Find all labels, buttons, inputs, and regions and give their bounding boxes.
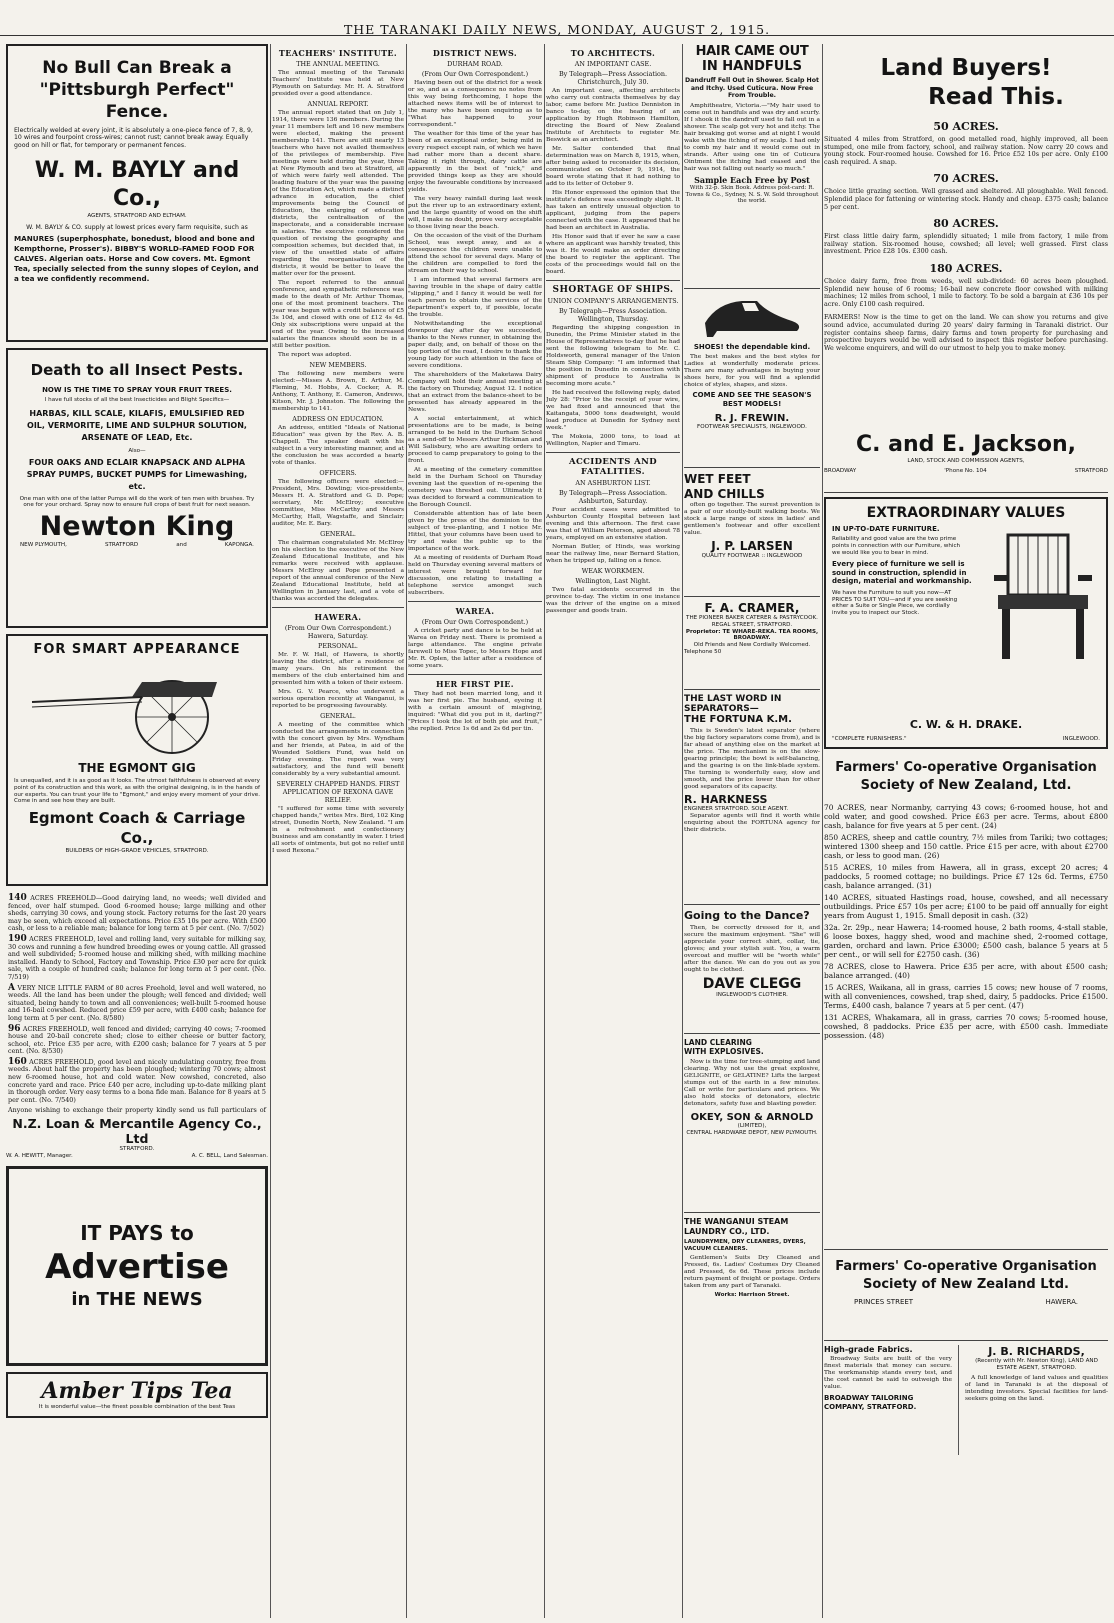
article-paragraph: An address, entitled "Ideals of National Education" was given by the Rev. A. B. Chappell. The speaker dealt with his subject in a very interesting manner, and at the conclusion he was accorded a hearty vote of thanks.: [272, 425, 404, 466]
brand-name: Newton King: [39, 511, 235, 543]
article-paragraph: A cricket party and dance is to be held at Warea on Friday next. There is promised a large attendance. The engine private farewell to Miss Topec, to Messrs Hope and Mr. R. Oplen, the latter after a residence of some years.: [408, 628, 542, 669]
article-headline: HER FIRST PIE.: [436, 679, 514, 689]
divider: [684, 596, 820, 597]
listing: [824, 217, 1108, 256]
firm-name: C. and E. Jackson,: [855, 432, 1077, 457]
listing: [824, 120, 1108, 166]
listing: 515 ACRES, 10 miles from Hawera, all in grass, except 20 acres; 4 paddocks, 5 roomed cottage; no buildings. Price £7 12s 6d. Terms, £750 cash, balance arranged. (31): [824, 863, 1108, 890]
ad-title: AND CHILLS: [684, 487, 765, 501]
ad-body: We have the Furniture to suit you now—AT PRICES TO SUIT YOU—and if you are seeking either a Suite or Single Piece, we cordially invite you to inspect our Stock.: [832, 589, 958, 617]
ad-body: A full knowledge of land values and qualities of land in Taranaki is at the disposal of intending investors. Special facilities for land-seekers going on the land.: [965, 1374, 1108, 1402]
column-6: [824, 44, 1108, 1618]
listing: 78 ACRES, close to Hawera. Price £35 per acre, with about £500 cash; balance arranged. (40): [824, 962, 1108, 980]
street: PRINCES STREET: [854, 1298, 914, 1306]
article-paragraph: Regarding the shipping congestion in Dunedin, the Prime Minister stated in the House of Representatives to-day that he had sent the following telegram to Mr. C. Holdsworth, general manager of the Union Steam Ship Company: "I am informed that the position in Dunedin in connection with shipment of produce to Australia is becoming more acute.": [546, 325, 680, 387]
column-4: [546, 44, 680, 1618]
listing: A VERY NICE LITTLE FARM of 80 acres Freehold, level and well watered, no weeds. All the land has been under the plough; well fenced and divided; well situated, being handy to town and all conveniences; well-built 5-roomed house and 16-bail cowshed. Reduced price £59 per acre, with £400 cash; balance for long term at 5 per cent. (No. 8/580): [8, 982, 266, 1022]
article-paragraph: Mrs. G. V. Pearce, who underwent a serious operation recently at Wanganui, is reported to be progressing favourably.: [272, 689, 404, 709]
subhead: THE ANNUAL MEETING.: [296, 60, 380, 68]
subhead: NEW MEMBERS.: [309, 361, 367, 369]
firm-name: BROADWAY TAILORING COMPANY, STRATFORD.: [824, 1394, 917, 1411]
staff: [6, 1153, 268, 1160]
clegg-ad: [684, 909, 820, 1029]
town: INGLEWOOD.: [1062, 736, 1100, 743]
subhead: By Telegraph—Press Association. Wellington, Thursday.: [558, 307, 668, 323]
fortuna-ad: [684, 694, 820, 900]
column-rule: [544, 44, 545, 1618]
ad-subtitle: Dandruff Fell Out in Shower. Scalp Hot and Itchy. Used Cuticura. Now Free From Trouble.: [685, 77, 819, 100]
article-headline: SHORTAGE OF SHIPS.: [552, 285, 674, 295]
advertise-line: Advertise: [45, 1247, 229, 1288]
salesman: A. C. BELL, Land Salesman.: [191, 1152, 268, 1159]
article-paragraph: Having been out of the district for a week or so, and as a consequence no notes from this way being forthcoming, I hope the attached news items will be of interest to the many who have been enquiring as to "What has happened to your correspondent.": [408, 80, 542, 128]
ad-title: WITH EXPLOSIVES.: [684, 1047, 764, 1056]
ad-body: Now is the time for tree-stumping and land clearing. Why not use the great explosive, GELIGNITE, or GELATINE? Lifts the largest stumps out of the earth in a few minutes. Call or write for particulars and prices. We also hold stocks of detonators, electric detonators, safety fuse and blasting powder.: [684, 1059, 820, 1107]
firm-address: [824, 1294, 1108, 1310]
pests-stock: I have full stocks of all the best Insecticides and Blight Specifics—: [44, 397, 230, 403]
gig-body: Is unequalled, and it is as good as it looks. The utmost faithfulness is observed at every point of its construction and this work, as with the original designing, is in the hands of our experts. You can trust your life to "Egmont," and enjoy every moment of your drive. Come in and see how they are built.: [14, 778, 260, 805]
firm-line: CENTRAL HARDWARE DEPOT, NEW PLYMOUTH.: [686, 1129, 818, 1136]
masthead: THE TARANAKI DAILY NEWS, MONDAY, AUGUST 2, 1915.: [0, 6, 1114, 36]
firm-line: Proprietor: TE WHARE-REKA. TEA ROOMS, BROADWAY.: [685, 628, 819, 642]
advertise-ad: [6, 1166, 268, 1366]
listing: 131 ACRES, Whakamara, all in grass, carries 70 cows; 5-roomed house, cowshed, 8 paddocks. Price £35 per acre, with £500 cash. Immediate possession. (48): [824, 1013, 1108, 1040]
firm-line: (LIMITED),: [737, 1123, 767, 1129]
article-paragraph: An important case, affecting architects who carry out contracts themselves by day labor, came before Mr. Justice Denniston in banco to-day, on the hearing of an application by Hugh Robinson Hamilton, directing the Board of New Zealand Institute of Architects to register Mr. Beswick as an architect.: [546, 88, 680, 143]
article-paragraph: The weather for this time of the year has been of an exceptional order, being mild in every respect except rain, of which we have had rather more than a decent share. Taking it right through, dairy cattle are apparently in the best of "nick," and provided things keep as they are should enjoy the favourable conditions by increased yields.: [408, 131, 542, 193]
cramer-ad: [684, 601, 820, 685]
firm-name: Egmont Coach & Carriage Co.,: [28, 809, 246, 848]
gig-illustration: [22, 657, 252, 757]
firm-place: STRATFORD.: [119, 1146, 155, 1152]
richards-ad: [965, 1345, 1108, 1455]
listing-heading: 70 ACRES.: [933, 172, 999, 186]
ad-body: Broadway Suits are built of the very finest materials that money can secure. The workmanship stands every test, and the cost cannot be said to outweigh the value.: [824, 1356, 952, 1390]
listing-body: Choice little grazing section. Well grassed and sheltered. All ploughable. Well fenced. Splendid place for fattening or wintering stock. Handy and cheap. £375 cash; balance 5 per cent.: [824, 187, 1108, 211]
exchange-note: Anyone wishing to exchange their property kindly send us full particulars of: [8, 1106, 266, 1114]
firm-line: REGAL STREET, STRATFORD.: [711, 621, 793, 628]
ad-intro: Electrically welded at every joint, it is absolutely a one-piece fence of 7, 8, 9, 10 wires and fourpoint cross-wires; cannot rust; cannot break away. Equally good on hill or flat, for temporary or permanent fences.: [14, 127, 253, 149]
supply-line: W. M. BAYLY & CO. supply at lowest prices every farm requisite, such as: [26, 224, 248, 232]
article-paragraph: A meeting of the committee which conducted the arrangements in connection with the concert given by Mrs. Wyndham and her friends, at Patea, in aid of the Wounded Soldiers Fund, was held on Friday evening. The report was very satisfactory, and the fund will benefit considerably by a very substantial amount.: [272, 722, 404, 777]
article-paragraph: At a meeting of the cemetery committee held in the Durham School on Thursday evening last the question of re-opening the cemetery was threshed out. Ultimately it was decided to forward a communication to the Borough Council.: [408, 467, 542, 508]
jackson-footer: [824, 432, 1108, 488]
ad-subtitle: IN UP-TO-DATE FURNITURE.: [832, 525, 940, 533]
column-rule: [958, 1345, 959, 1455]
manager: W. A. HEWITT, Manager.: [6, 1152, 73, 1159]
article-paragraph: I am informed that several farmers are having trouble in the shape of dairy cattle "slipping," and I fancy it would be well for each person to obtain the services of the department's expert to, if possible, locate the trouble.: [408, 277, 542, 318]
article-paragraph: The annual meeting of the Taranaki Teachers' Institute was held at New Plymouth on Saturday. Mr. H. A. Stratford presided over a good attendance.: [272, 70, 404, 97]
firm-agents: AGENTS, STRATFORD AND ELTHAM.: [87, 213, 187, 220]
subhead: (From Our Own Correspondent.): [421, 618, 529, 626]
branch: NEW PLYMOUTH,: [20, 542, 67, 549]
larsen-ad: [684, 472, 820, 592]
egmont-gig-ad: [6, 634, 268, 886]
pests-also: Also—: [128, 447, 146, 454]
firm-name: C. W. & H. DRAKE.: [909, 718, 1023, 731]
ad-body: often go together. The surest prevention is a pair of our stoutly-built walking boots. We stock a large range of sizes in ladies' and gentlemen's footwear and offer excellent value.: [684, 502, 820, 536]
gig-name: THE EGMONT GIG: [78, 761, 196, 775]
listing: 160 ACRES FREEHOLD, good level and nicely undulating country, free from weeds. About half the property has been ploughed; wintering 70 cows; almost new 6-roomed house, hot and cold water. New cowshed, concreted, also concrete yard and race. Price £40 per acre, including up-to-date milking plant in thorough order. Very easy terms to a bona fide man. Balance for 8 years at 5 per cent. (No. 7/540): [8, 1056, 266, 1104]
article-paragraph: Two fatal accidents occurred in the province to-day. The victim in one instance was the driver of the engine on a mixed passenger and goods train.: [546, 587, 680, 614]
subhead: AN ASHBURTON LIST.: [575, 479, 651, 487]
subhead: SEVERELY CHAPPED HANDS. FIRST APPLICATION OF REXONA GAVE RELIEF.: [276, 780, 400, 804]
ad-body: This is Sweden's latest separator (where the big factory separators come from), and is far ahead of anything else on the market at the price. The mechanism is on the slow-gearing principle; the bowl is self-balancing, and the gearing is on the link-blade system. The turning is wonderfully easy, slow and smooth, and the price lower than for other good separators of its capacity.: [684, 728, 820, 790]
armchair-illustration: [988, 525, 1098, 665]
article-paragraph: Notwithstanding the exceptional downpour day after day we succeeded, thanks to the News runner, in obtaining the paper daily, and, on behalf of those on the top portion of the road, I desire to thank the young lady for such attention in the face of severe conditions.: [408, 321, 542, 369]
subhead: DURHAM ROAD.: [447, 60, 503, 68]
sample-offer: Sample Each Free by Post: [694, 174, 810, 185]
listing: 15 ACRES, Waikana, all in grass, carries 15 cows; new house of 7 rooms, with all conveniences, cowshed, trap shed, dairy, 5 paddocks. Price £1500. Terms, £400 cash, balance 7 years at 5 per cent. (47): [824, 983, 1108, 1010]
subhead: Wellington, Last Night.: [575, 577, 651, 585]
ad-subtitle: LAUNDRYMEN, DRY CLEANERS, DYERS, VACUUM CLEANERS.: [684, 1239, 806, 1252]
farmers-coop-ad: [824, 755, 1108, 1245]
subhead: PERSONAL.: [318, 642, 358, 650]
pests-now: NOW IS THE TIME TO SPRAY YOUR FRUIT TREES.: [42, 386, 232, 394]
column-rule: [682, 44, 683, 1618]
firm-name: OKEY, SON & ARNOLD: [690, 1112, 814, 1123]
ad-title: SEPARATORS—: [684, 704, 759, 714]
column-5: [684, 44, 820, 1618]
divider: [408, 601, 542, 602]
article-paragraph: The following new members were elected:—Misses A. Brown, E. Arthur, M. Fleming, M. Hobbs, A. Cocker, A. R. Anthony, T. Anthony, E. Cameron, Andrews, Kitson, Mr. J. Johnston. The following the membership to 141.: [272, 371, 404, 412]
listing: 32a. 2r. 29p., near Hawera; 14-roomed house, 2 bath rooms, 4-stall stable, 6 loose boxes, haggy shed, wood and machine shed, 2-roomed cottage, garden, orchard and lawn. Price £3000; £500 cash, balance 5 years at 5 per cent., or will sell for £2750 cash. (36): [824, 923, 1108, 959]
column-3: [408, 44, 542, 1618]
subhead: OFFICERS.: [319, 469, 357, 477]
ad-title: "Pittsburgh Perfect" Fence.: [39, 80, 235, 122]
article-headline: DISTRICT NEWS.: [432, 48, 518, 58]
laundry-ad: [684, 1217, 820, 1357]
ad-title: Society of New Zealand, Ltd.: [860, 778, 1072, 793]
phone: 'Phone No. 104: [944, 467, 987, 474]
firm-line: QUALITY FOOTWEAR :: INGLEWOOD: [701, 553, 803, 559]
divider: [546, 280, 680, 281]
article-paragraph: His Honor said that if ever he saw a case where an applicant was harshly treated, this was it. He would make an order directing the board to register the applicant. The costs of the proceedings would fall on the board.: [546, 234, 680, 275]
article-headline: TEACHERS' INSTITUTE.: [278, 48, 398, 58]
firm-name: J. B. RICHARDS,: [988, 1345, 1085, 1358]
firm-line: ENGINEER STRATFORD. SOLE AGENT.: [684, 806, 789, 812]
shoe-body: The best makes and the best styles for Ladies at wonderfully moderate prices. There are many advantages in buying your shoes here, for you will find a splendid choice of styles, shapes, and sizes.: [684, 354, 820, 388]
subhead: ANNUAL REPORT.: [307, 100, 369, 108]
sample-address: With 32-p. Skin Book. Address post-card: R. Towns & Co., Sydney, N. S. W. Sold throughout the world.: [685, 184, 819, 205]
testimonial: Amphitheatre, Victoria.—"My hair used to come out in handfuls and was dry and scurfy. If I shook it the dandruff used to fall out in a shower. The scalp got very hot and itchy. The hair breaking got worse and at night I would wake with the itching of my scalp. I had only to comb my hair and it would come out in strands. After using one tin of Cuticura Ointment the itching had ceased and the hair was not falling out nearly so much.": [684, 102, 820, 172]
ad-title: WET FEET: [684, 472, 751, 486]
firm-line: Old Friends and New Cordially Welcomed.: [693, 642, 811, 649]
ad-title: Land Buyers!: [880, 55, 1052, 81]
ad-body: Reliability and good value are the two prime points in connection with our Furniture, which we would like you to bear in mind.: [832, 536, 961, 556]
subhead: AN IMPORTANT CASE.: [574, 60, 652, 68]
article-paragraph: The report was adopted.: [278, 352, 352, 358]
firm-line: THE PIONEER BAKER CATERER & PASTRYCOOK.: [686, 615, 818, 621]
listing-body: Situated 4 miles from Stratford, on good metalled road, highly improved, all been stumped, one mile from factory, school, and railway station. Now carry 20 cows and young stock. Four-roomed house. Cowshed for 16. Price £52 10s per acre. Only £100 cash required. A snap.: [824, 135, 1108, 166]
article-headline: ACCIDENTS AND FATALITIES.: [568, 457, 658, 477]
street: BROADWAY: [824, 467, 857, 474]
column-2: [272, 44, 404, 1618]
article-paragraph: He had received the following reply, dated July 28: "Prior to the receipt of your wire, we had fixed and announced that the Kaitangata, 5000 tons deadweight, would load produce at Dunedin for Sydney next week.": [546, 390, 680, 431]
ad-tag: It is wonderful value—the finest possible combination of the best Teas: [38, 1403, 236, 1410]
subhead: (From Our Own Correspondent.) Hawera, Saturday.: [284, 624, 392, 640]
listing: 140 ACRES FREEHOLD—Good dairying land, no weeds; well divided and fenced, over half stumped. Good 6-roomed house; large milking and other sheds, carrying 30 cows, and young stock. Factory returns for the last 20 years may be seen, which exceed all expectations. Price £35 10s per acre. With £500 cash, or less to a reliable man; balance for long term at 5 per cent. (No. 7/502): [8, 893, 266, 933]
divider: [824, 1249, 1108, 1250]
ad-title: HAIR CAME OUT: [695, 44, 809, 59]
firm-contact: [824, 468, 1108, 475]
listing-body: First class little dairy farm, splendidly situated; 1 mile from factory, 1 mile from railway station. Six-roomed house, cowshed; all level; well grassed. First class investment. Price £28 10s. £300 cash.: [824, 232, 1108, 256]
ad-title: Farmers' Co-operative Organisation: [835, 1259, 1097, 1274]
ad-body: Gentlemen's Suits Dry Cleaned and Pressed, 6s. Ladies' Costumes Dry Cleaned and Pressed, 6s 6d. These prices include return payment of freight or postage. Orders taken from any part of Taranaki.: [684, 1254, 820, 1289]
manures-list: MANURES (superphosphate, bonedust, blood and bone and Kempthorne, Prosser's). BIBBY'S WORLD-FAMED FOOD FOR CALVES. Algerian oats. Horse and Cow covers. Mt. Egmont Tea, specially selected from the sunny slopes of Ceylon, and a tea we confidently recommend.: [14, 234, 259, 284]
article-paragraph: On the occasion of the visit of the Durham School, was swept away, and as a consequence the children were unable to attend the school for several days. Many of the children are compelled to ford the stream on their way to school.: [408, 233, 542, 274]
pests-pumps: FOUR OAKS AND ECLAIR KNAPSACK AND ALPHA SPRAY PUMPS, BUCKET PUMPS for Limewashing, etc.: [26, 457, 248, 491]
shoe-illustration: [697, 293, 807, 339]
ad-title: Society of New Zealand Ltd.: [863, 1277, 1069, 1292]
advertise-line: IT PAYS to: [80, 1221, 194, 1246]
listing: 140 ACRES, situated Hastings road, house, cowshed, and all necessary outbuildings. Price £57 10s per acre; £100 to be paid off annually for eight years from August 1, 1915. Small deposit in cash. (32): [824, 893, 1108, 920]
ad-title: LAND CLEARING: [684, 1038, 752, 1047]
listing: [824, 262, 1108, 308]
listing-heading: 180 ACRES.: [929, 261, 1003, 275]
divider: [684, 1033, 820, 1034]
ad-title: High-grade Fabrics.: [824, 1345, 913, 1354]
branch: and: [176, 542, 187, 549]
agent-note: Separator agents will find it worth while enquiring about the FORTUNA agency for their districts.: [684, 812, 820, 833]
listing-heading: 50 ACRES.: [933, 120, 999, 133]
listing: [824, 172, 1108, 211]
divider: [684, 1212, 820, 1213]
town: HAWERA.: [1045, 1298, 1078, 1306]
listing: 96 ACRES FREEHOLD, well fenced and divided; carrying 40 cows; 7-roomed house and 20-bail concrete shed; close to either cheese or butter factory, school, etc. Price £35 per acre, with £200 cash; balance for 7 years at 5 per cent. (No. 8/530): [8, 1023, 266, 1056]
divider: [824, 1340, 1108, 1341]
column-1: [6, 44, 268, 1618]
firm-line: INGLEWOOD'S CLOTHIER.: [716, 992, 788, 998]
firm-line: Telephone 50: [684, 648, 722, 655]
listing: 850 ACRES, sheep and cattle country, 7½ miles from Tariki; two cottages; wintered 1300 sheep and 150 cattle. Price £15 per acre, with about £2700 cash, or less to good man. (26): [824, 833, 1108, 860]
subhead: GENERAL.: [320, 530, 356, 538]
column-rule: [822, 44, 823, 1618]
article-headline: HAWERA.: [314, 612, 362, 622]
article-paragraph: The chairman congratulated Mr. McElroy on his election to the executive of the New Zealand Educational Institute, and his remarks were received with applause. Messrs McElroy and Pope presented a report of the annual conference of the New Zealand Educational Institute, held at Wellington in January last, and a vote of thanks was accorded the delegates.: [272, 540, 404, 602]
article-paragraph: The very heavy rainfall during last week put the river up to an extraordinary extent, and the large quantity of wood on the shift will, I make no doubt, prove very acceptable to those living near the beach.: [408, 196, 542, 230]
town: STRATFORD: [1074, 467, 1108, 474]
column-rule: [270, 44, 271, 1618]
article-paragraph: At a meeting of residents of Durham Road held on Thursday evening several matters of interest were brought forward for discussion, one relating to installing a telephone service amongst such subscribers.: [408, 555, 542, 596]
ad-title: Death to all Insect Pests.: [30, 361, 244, 379]
firm-name: W. M. BAYLY and Co.,: [34, 158, 240, 212]
ad-body: Then, be correctly dressed for it, and secure the maximum enjoyment. "She" will appreciate your correct shirt, collar, tie, gloves; and your stylish suit. You, a warm overcoat and muffler will be "worth while" after the dance. We can do you out as you ought to be clothed.: [684, 925, 820, 973]
subhead: UNION COMPANY'S ARRANGEMENTS.: [547, 297, 679, 305]
firm-name: N.Z. Loan & Mercantile Agency Co., Ltd: [12, 1116, 262, 1146]
listing: 190 ACRES FREEHOLD, level and rolling land, very suitable for milking say, 30 cows and running a few hundred breeding ewes or young cattle. All grassed and well subdivided; 5-roomed house and milking shed, with milking machine installed. Handy to School, Factory and Township. Price £30 per acre for quick sale, with a couple of hundred cash; balance for long term at 5 per cent. (No. 7/519): [8, 933, 266, 981]
ad-title: IN HANDFULS: [702, 59, 802, 74]
jackson-ad: [824, 44, 1108, 432]
divider: [824, 492, 1108, 493]
firm-line: LAND, STOCK AND COMMISSION AGENTS,: [907, 458, 1025, 464]
pests-note: One man with one of the latter Pumps will do the work of ten men with brushes. Try one for your orchard. Spray now to ensure full crops of best fruit for next season.: [19, 495, 255, 509]
firm-line: FOOTWEAR SPECIALISTS, INGLEWOOD.: [697, 424, 807, 430]
subhead: By Telegraph—Press Association. Christchurch, July 30.: [558, 70, 668, 86]
article-paragraph: Mr. F. W. Hall, of Hawera, is shortly leaving the district, after a residence of many years. On his retirement the members of the club entertained him and presented him with a token of their esteem.: [272, 652, 404, 686]
article-paragraph: Norman Butler, of Hinds, was working near the railway line, near Bernard Station, when he tripped up, falling on a fence.: [546, 544, 680, 564]
shoe-cta: COME AND SEE THE SEASON'S BEST MODELS!: [692, 391, 812, 408]
ad-title: THE FORTUNA K.M.: [684, 714, 792, 725]
okey-ad: [684, 1038, 820, 1208]
ad-title: Read This.: [928, 84, 1064, 110]
ad-title: Going to the Dance?: [684, 909, 810, 922]
article-paragraph: The following officers were elected:—President, Mrs. Dowling; vice-presidents, Messrs H. A. Stratford and G. D. Pope; secretary, Mr. McElroy; executive committee, Miss McCarthy and Messrs McCarthy, Hall, Wagstaffe, and Sinclair; auditor, Mr. E. Bary.: [272, 479, 404, 527]
article-paragraph: His Honor expressed the opinion that the institute's defence was exceedingly slight. It has taken an entirely unusual objection to applicant, judging from the papers connected with the case. It appeared that he had been an architect in Australia.: [546, 190, 680, 231]
ad-body: Every piece of furniture we sell is sound in construction, splendid in design, material and workmanship.: [832, 560, 972, 586]
divider: [408, 674, 542, 675]
divider: [684, 288, 820, 289]
ad-title: Farmers' Co-operative Organisation: [835, 760, 1097, 775]
column-rule: [406, 44, 407, 1618]
frewin-ad: [684, 293, 820, 463]
divider: [684, 904, 820, 905]
tagline: "COMPLETE FURNISHERS.": [832, 736, 907, 743]
listing-heading: 80 ACRES.: [933, 217, 999, 231]
article-paragraph: The annual report stated that on July 1, 1914, there were 136 members. During the year 11 members left and 16 new members were elected, making the present membership 141. There are still nearly 13 teachers who have not availed themselves of the privileges of membership. Five meetings were held during the year, three at New Plymouth and two at Stratford, all of which were fairly well attended. The leading feature of the year was the passing of the Education Act, which made a distinct advance in education, the chief improvements being the Council of Education, the enlarging of education districts, the centralisation of the inspectorate, and a considerable increase in salaries. The executive considered the question of revising the geography and composition schemes, but decided that, in view of the unsettled state of affairs regarding the reorganisation of the districts, it would be better to leave the matter over for the present.: [272, 110, 404, 277]
article-paragraph: A social entertainment, at which presentations are to be made, is being arranged to be held in the Durham School as a send-off to Messrs Arthur Hickman and Will Salisbury, who are awaiting orders to proceed to camp preparatory to going to the front.: [408, 416, 542, 464]
branch: KAPONGA.: [224, 542, 254, 549]
works-address: Works: Harrison Street.: [714, 1291, 790, 1298]
ad-title: No Bull Can Break a: [42, 58, 232, 78]
shoe-heading: SHOES! the dependable kind.: [693, 343, 811, 351]
firm-name: DAVE CLEGG: [702, 976, 802, 992]
ad-title: THE LAST WORD IN: [684, 694, 782, 704]
divider: [272, 607, 404, 608]
article-paragraph: The shareholders of the Maketawa Dairy Company will hold their annual meeting at the factory on Thursday, August 12. I notice that an extract from the balance-sheet to be presented has already appeared in the News.: [408, 372, 542, 413]
branch-list: [14, 542, 260, 549]
advertise-line: in THE NEWS: [71, 1289, 203, 1311]
subhead: (From Our Own Correspondent.): [421, 70, 529, 78]
branch: STRATFORD: [104, 542, 139, 549]
farmers-note: FARMERS! Now is the time to get on the land. We can show you returns and give sound advice, accumulated during 20 years' dairy farming in Taranaki district. Our register contains sheep farms, dairy farms and town property for purchasing and prospective buyers would be well advised to inspect this register before purchasing. We welcome enquirers, and will do our utmost to help you to make money.: [824, 313, 1108, 352]
loan-agency-footer: [6, 1116, 268, 1160]
firm-name: R. HARKNESS: [684, 793, 768, 806]
pests-list: HARBAS, KILL SCALE, KILAFIS, EMULSIFIED RED OIL, VERMORITE, LIME AND SULPHUR SOLUTION, ARSENATE OF LEAD, Etc.: [27, 408, 247, 442]
loan-agency-ad: [6, 892, 268, 1114]
listing: 70 ACRES, near Normanby, carrying 43 cows; 6-roomed house, hot and cold water, and good cowshed. Price £63 per acre. Terms, about £800 cash, balance for five years at 5 per cent. (24): [824, 803, 1108, 830]
divider: [684, 467, 820, 468]
divider: [684, 689, 820, 690]
insect-pests-ad: [6, 348, 268, 628]
subhead: By Telegraph—Press Association. Ashburton, Saturday.: [558, 489, 668, 505]
ad-title: EXTRAORDINARY VALUES: [866, 505, 1066, 521]
article-paragraph: "I suffered for some time with severely chapped hands," writes Mrs. Bird, 102 King street, Dunedin North, New Zealand. "I am in a refreshment and confectionery business and am constantly in water. I tried all sorts of ointments, but got no relief until I used Rexona.": [272, 806, 404, 854]
farmers-coop-hawera: [824, 1258, 1108, 1336]
ad-title: Amber Tips Tea: [41, 1377, 233, 1404]
firm-line: [832, 736, 1100, 743]
divider: [546, 452, 680, 453]
firm-name: R. J. FREWIN.: [714, 413, 790, 424]
subhead: GENERAL.: [320, 712, 356, 720]
firm-tag: BUILDERS OF HIGH-GRADE VEHICLES, STRATFORD.: [65, 848, 209, 855]
bottom-ads: [824, 1345, 1108, 1455]
article-headline: TO ARCHITECTS.: [570, 48, 656, 58]
article-paragraph: They had not been married long, and it was her first pie. The husband, eyeing it with a certain amount of misgiving, inquired: "What did you put in it, darling?" "Prices I took the lot of both pie and fruit," she replied. Price 1s 6d and 2s 6d per tin.: [408, 691, 542, 732]
subhead: ADDRESS ON EDUCATION.: [292, 415, 384, 423]
article-paragraph: Mr. Salter contended that final determination was on March 8, 1915, when, after being asked to reconsider its decision, communicated on October 9, 1914, the board wrote stating that it had nothing to add to its letter of October 9.: [546, 146, 680, 187]
ad-title: THE WANGANUI STEAM LAUNDRY CO., LTD.: [684, 1217, 789, 1236]
broadway-tailoring-ad: [824, 1345, 952, 1455]
article-paragraph: The report referred to the annual conference, and sympathetic reference was made to the death of Mr. Arthur Thomas, one of the most prominent teachers. The year was begun with a credit balance of £5 3s 10d, and closed with one of £12 4s 4d. Only six subscriptions were unpaid at the end of the year. Owing to the increased salaries the finances should soon be in a still better position.: [272, 280, 404, 349]
article-paragraph: The Mokoia, 2000 tons, to load at Wellington, Napier and Timaru.: [546, 434, 680, 447]
firm-name: F. A. CRAMER,: [704, 601, 800, 615]
article-paragraph: Four accident cases were admitted to Ashburton County Hospital between last evening and this afternoon. The first case was that of William Peterson, aged about 78 years, employed on an extensive station.: [546, 507, 680, 541]
drake-furniture-ad: [824, 497, 1108, 749]
subhead: WEAK WORKMEN.: [581, 567, 645, 575]
article-paragraph: Considerable attention has of late been given by the press of the dominion to the subject of tree-planting, and I notice Mr. Hittel, that your columns have been used to try and wake the public up to the importance of the work.: [408, 511, 542, 552]
cuticura-ad: [684, 44, 820, 284]
ad-title: FOR SMART APPEARANCE: [33, 642, 241, 657]
article-headline: WAREA.: [455, 606, 495, 616]
firm-name: J. P. LARSEN: [711, 539, 793, 553]
firm-line: (Recently with Mr. Newton King), LAND AND ESTATE AGENT, STRATFORD.: [975, 1358, 1098, 1371]
bayly-fence-ad: [6, 44, 268, 342]
amber-tips-ad: [6, 1372, 268, 1418]
listing-body: Choice dairy farm, free from weeds, well sub-divided: 60 acres been ploughed. Splendid new house of 6 rooms; 16-bail new concrete floor cowshed with milking machines; 12 miles from school, 1 mile to factory. To be sold a bargain at £36 10s per acre. Only £100 cash required.: [824, 276, 1108, 308]
